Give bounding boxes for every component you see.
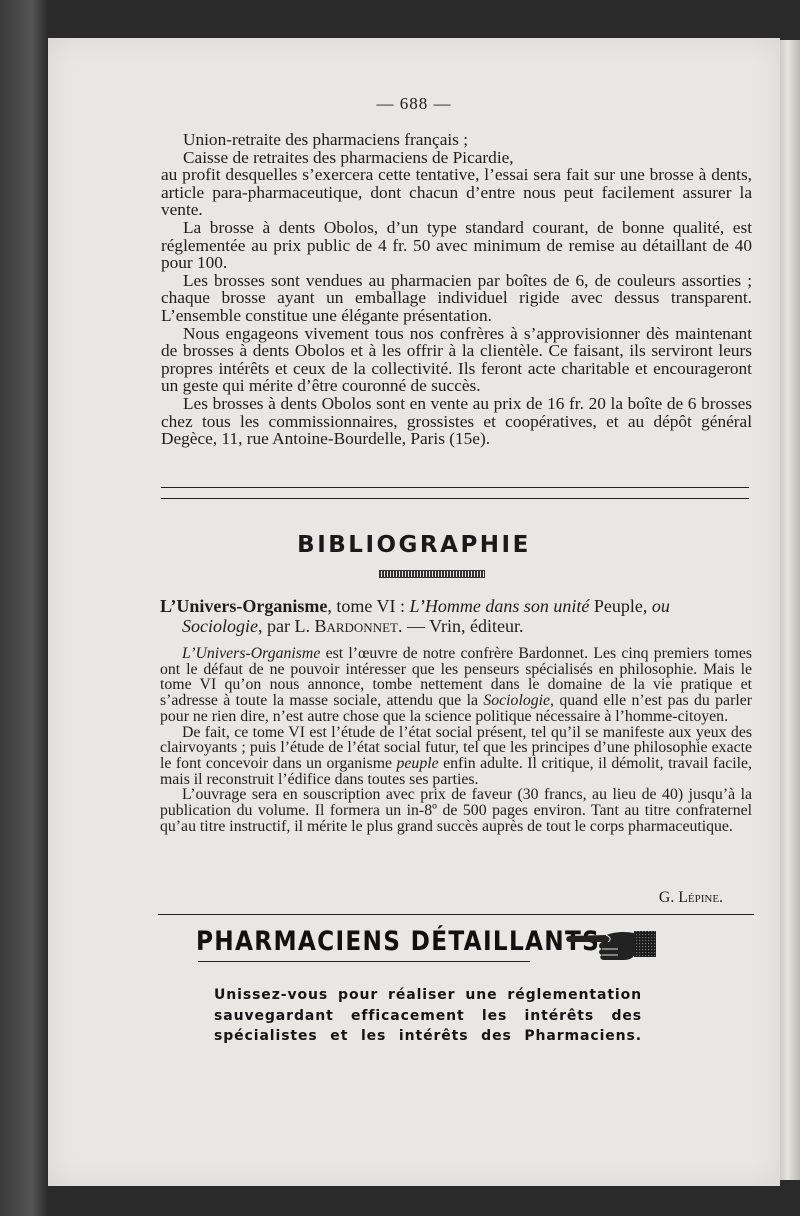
book-ou: ou [651, 596, 670, 616]
book-review [160, 646, 752, 834]
paragraph-line: Union-retraite des pharmaciens français ; [183, 130, 469, 149]
intro-text [161, 131, 752, 448]
book-citation [160, 596, 752, 616]
review-book-title: L’Univers-Organisme [182, 645, 321, 662]
book-author: Bardonnet [314, 616, 398, 636]
title-ornament [379, 570, 485, 578]
review-paragraph [160, 725, 752, 788]
section-title: BIBLIOGRAPHIE [297, 532, 531, 558]
paragraph: Les brosses sont vendues au pharmacien par boîtes de 6, de couleurs assorties ; chaque brosse ayant un emballage individuel rigide avec dessus transparent. L’ensemble constitue une élégante présentation. [161, 270, 752, 325]
pointing-hand-icon [564, 922, 660, 966]
next-page-edge [780, 40, 800, 1180]
review-text: enfin adulte. Il critique, il démolit, travail facile, mais il reconstruit l’édifice dans toutes ses parties. [160, 754, 752, 788]
document-page [48, 38, 780, 1186]
book-entry [160, 596, 752, 636]
advert-line: Unissez-vous pour réaliser une réglementation [214, 987, 642, 1003]
book-sociologie: Sociologie [182, 616, 258, 636]
book-par: , par L. [257, 616, 315, 636]
book-citation-line2 [160, 616, 752, 636]
review-text: est l’œuvre de notre confrère Bardonnet. Les cinq premiers tomes ont le défaut de ne pouvoir intéresser que les penseurs spécialisés en philosophie. Mais le tome VI qu’on nous annonce, tombe nettement dans le domaine de la vie pratique et s’adresse à toute la masse sociale, attendu que la [160, 645, 752, 710]
review-signature: G. Lépine. [658, 889, 723, 906]
paragraph-obolos-quality [161, 219, 752, 272]
page-number: — 688 — [376, 94, 452, 113]
review-paragraph [160, 646, 752, 725]
book-subtitle: L’Homme dans son unité [409, 596, 590, 616]
book-tome: , tome VI : [327, 596, 410, 616]
paragraph: au profit desquelles s’exercera cette tentative, l’essai sera fait sur une brosse à dents, article para-pharmaceutique, dont chacun d’entre nous peut facilement assurer la vente. [161, 165, 752, 220]
book-publisher: . — Vrin, éditeur. [397, 616, 524, 636]
review-text: , quand elle n’est pas du parler pour ne rien dire, n’est autre chose que la science politique nécessaire à l’homme-citoyen. [160, 692, 752, 725]
advert-title: PHARMACIENS DÉTAILLANTS [196, 926, 601, 957]
review-peuple: peuple [396, 754, 439, 772]
divider-line [161, 498, 749, 499]
double-divider [161, 487, 749, 501]
paragraph: Les brosses à dents Obolos sont en vente au prix de 16 fr. 20 la boîte de 6 brosses chez tous les commissionnaires, grossistes et coopératives, et au dépôt général Degèce, 11, rue Antoine-Bourdelle, Paris (15e). [161, 393, 752, 449]
advert-line: spécialistes et les intérêts des Pharmaciens. [214, 1028, 642, 1044]
paragraph-line: Caisse de retraites des pharmaciens de Picardie, [183, 147, 514, 167]
paragraph-text: La brosse à dents Obolos, d’un type standard courant, de bonne qualité, est réglementée au prix public de 4 fr. 50 avec minimum de remise au détaillant de 40 pour 100. [161, 217, 752, 273]
advert-title-underline [198, 961, 530, 962]
review-paragraph: L’ouvrage sera en souscription avec prix de faveur (30 francs, au lieu de 40) jusqu’à la publication du volume. Il formera un in-8º de 500 pages environ. Tant au titre confraternel qu’au titre instructif, il mérite le plus grand succès auprès de tout le corps pharmaceutique. [160, 786, 752, 835]
paragraph: Nous engageons vivement tous nos confrères à s’approvisionner dès maintenant de brosses à dents Obolos et à les offrir à la clientèle. Ce faisant, ils serviront leurs propres intérêts et ceux de la collectivité. Ils feront acte charitable et encourageront un geste qui mérite d’être couronné de succès. [161, 323, 752, 396]
book-title: L’Univers-Organisme [160, 596, 328, 616]
book-people: Peuple, [589, 596, 652, 616]
divider-line [161, 487, 749, 488]
review-text: De fait, ce tome VI est l’étude de l’état social présent, tel qu’il se manifeste aux yeux des clairvoyants ; puis l’étude de l’état social futur, tel que les principes d’une philosophie exacte le font concevoir dans un organisme [160, 723, 752, 772]
divider-line [158, 914, 754, 915]
review-sociologie: Sociologie [483, 692, 551, 710]
advert-text [214, 985, 642, 1047]
advert-line: sauvegardant efficacement les intérêts des [214, 1007, 642, 1024]
